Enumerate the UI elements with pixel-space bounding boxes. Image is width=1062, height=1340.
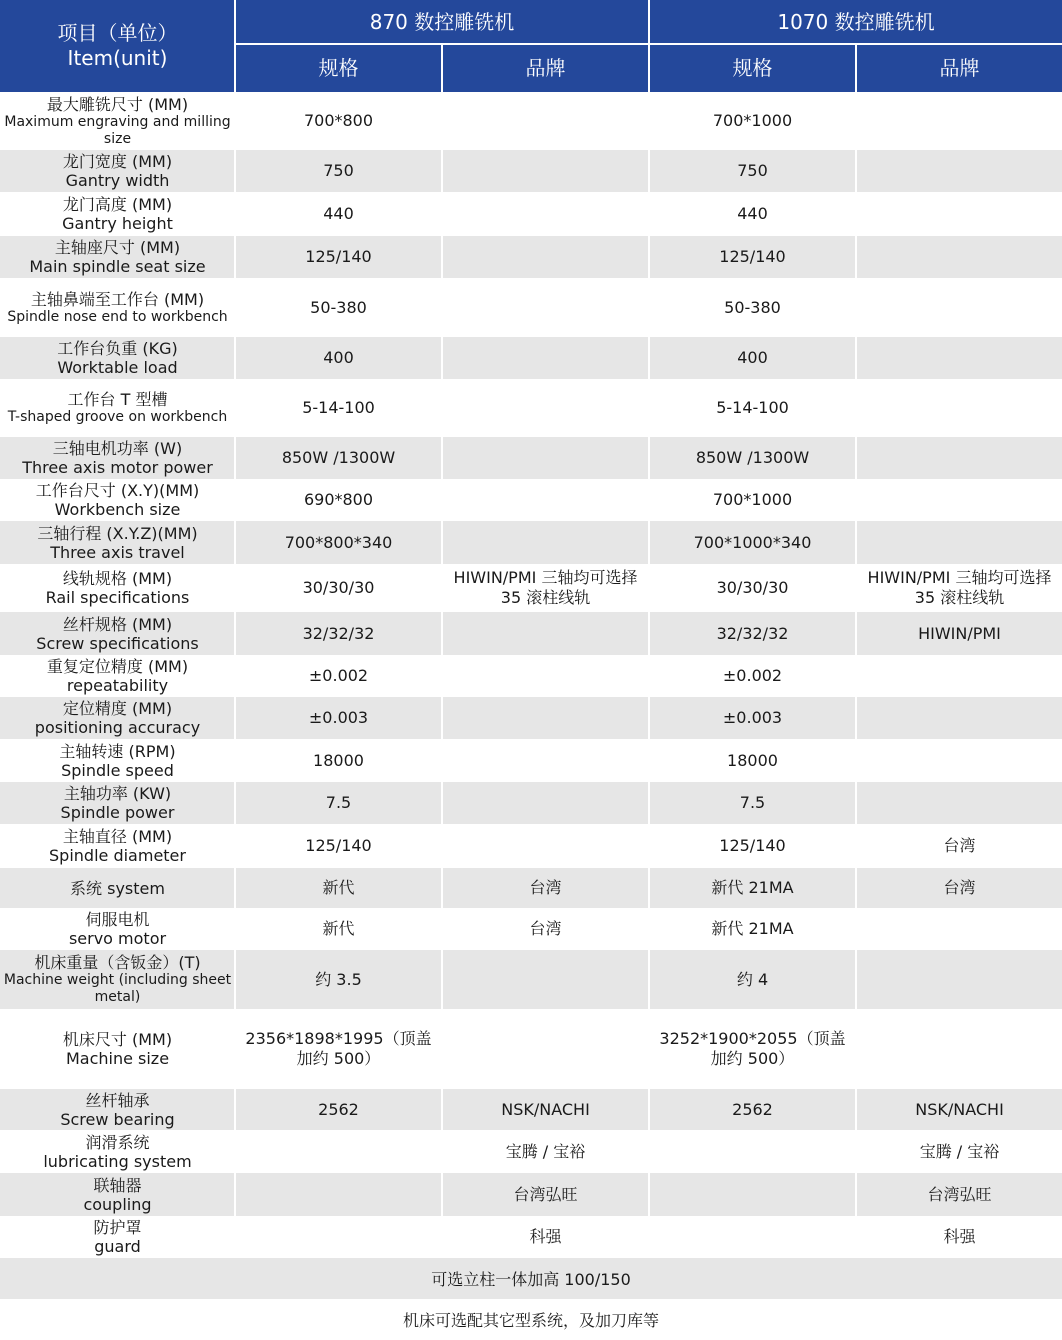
table-row [0, 908, 1062, 950]
item-name-en: Worktable load [57, 358, 178, 377]
table-row [0, 278, 1062, 337]
item-cell [0, 782, 235, 824]
b-brand-cell [857, 192, 1062, 236]
item-cell [0, 92, 235, 150]
a-brand-cell [443, 1009, 648, 1089]
b-brand-cell: 台湾弘旺 [927, 1184, 992, 1204]
column-divider [234, 92, 236, 1258]
item-name-zh: 主轴直径 (MM) [62, 827, 173, 846]
b-spec-cell [650, 1173, 855, 1216]
item-cell [0, 564, 235, 612]
a-spec-cell: 850W /1300W [281, 448, 396, 467]
item-name-en: Machine size [65, 1049, 170, 1068]
item-cell [0, 1216, 235, 1258]
b-spec-cell: 约 4 [736, 969, 769, 989]
a-brand-cell [443, 337, 648, 379]
b-spec-cell: 750 [737, 161, 768, 180]
b-spec-cell: 850W /1300W [695, 448, 810, 467]
b-brand-cell [857, 236, 1062, 278]
b-brand-cell: 台湾 [943, 836, 976, 855]
a-spec-cell: 5-14-100 [302, 398, 375, 417]
b-spec-cell: 2562 [732, 1099, 773, 1119]
b-brand-cell: NSK/NACHI [915, 1099, 1004, 1119]
table-row [0, 824, 1062, 868]
table-row [0, 697, 1062, 739]
b-spec-cell: 30/30/30 [716, 578, 789, 597]
item-cell [0, 479, 235, 521]
table-row [0, 150, 1062, 192]
a-brand-cell [443, 697, 648, 739]
a-brand-cell: 台湾 [529, 919, 562, 938]
item-name-zh: 系统 system [70, 878, 165, 898]
table-row [0, 1173, 1062, 1216]
item-name-en: coupling [83, 1194, 152, 1214]
a-brand-cell: 宝腾 / 宝裕 [505, 1141, 586, 1161]
header-item-en: Item(unit) [67, 46, 168, 70]
a-brand-cell [443, 192, 648, 236]
item-cell [0, 236, 235, 278]
b-spec-cell: ±0.003 [722, 708, 783, 727]
item-cell [0, 192, 235, 236]
b-brand-cell [857, 92, 1062, 150]
b-spec-cell: 3252*1900*2055（顶盖加约 500） [659, 1029, 846, 1068]
item-name-zh: 伺服电机 [85, 910, 150, 929]
item-name-zh: 主轴鼻端至工作台 (MM) [30, 289, 205, 309]
a-brand-cell [443, 236, 648, 278]
item-name-zh: 工作台尺寸 (X.Y)(MM) [35, 481, 200, 500]
item-cell [0, 824, 235, 868]
header-divider [236, 43, 1062, 45]
a-brand-cell [443, 379, 648, 437]
b-spec-cell [650, 1130, 855, 1173]
a-spec-cell: 125/140 [305, 836, 372, 855]
item-name-zh: 最大雕铣尺寸 (MM) [46, 94, 189, 114]
column-divider [855, 92, 857, 1258]
header-item-zh: 项目（单位） [57, 21, 178, 45]
a-brand-cell [443, 739, 648, 782]
b-brand-cell [857, 278, 1062, 337]
table-row [0, 521, 1062, 564]
b-spec-cell: 新代 21MA [711, 919, 794, 938]
item-cell [0, 697, 235, 739]
item-name-zh: 主轴转速 (RPM) [59, 741, 176, 761]
header-brand-a: 品牌 [525, 56, 566, 80]
b-spec-cell: 700*1000 [712, 490, 793, 509]
header-divider [855, 44, 857, 92]
column-divider [441, 92, 443, 1258]
column-divider [648, 92, 650, 1258]
item-name-zh: 丝杆规格 (MM) [62, 614, 173, 634]
table-row [0, 379, 1062, 437]
item-cell [0, 612, 235, 655]
item-cell [0, 1130, 235, 1173]
item-cell [0, 868, 235, 908]
b-spec-cell: 125/140 [719, 247, 786, 266]
a-spec-cell: 32/32/32 [302, 623, 375, 643]
item-name-zh: 主轴功率 (KW) [63, 784, 172, 803]
item-name-zh: 机床尺寸 (MM) [62, 1030, 173, 1049]
item-name-zh: 三轴行程 (X.Y.Z)(MM) [37, 523, 198, 543]
item-name-zh: 工作台 T 型槽 [67, 390, 168, 409]
b-brand-cell [857, 337, 1062, 379]
item-name-en: lubricating system [43, 1151, 192, 1171]
table-row [0, 655, 1062, 697]
header-model-b: 1070 数控雕铣机 [777, 9, 935, 34]
b-brand-cell: 科强 [943, 1227, 976, 1246]
item-name-en: Main spindle seat size [29, 257, 206, 276]
item-name-zh: 丝杆轴承 [85, 1090, 150, 1110]
b-brand-cell [857, 1009, 1062, 1089]
a-brand-cell [443, 278, 648, 337]
b-spec-cell: 700*1000 [712, 111, 793, 130]
a-brand-cell [443, 782, 648, 824]
a-spec-cell: 700*800 [303, 111, 374, 130]
b-spec-cell: 125/140 [719, 836, 786, 855]
item-cell [0, 150, 235, 192]
item-name-zh: 主轴座尺寸 (MM) [54, 238, 181, 257]
item-cell [0, 1009, 235, 1089]
item-name-en: repeatability [66, 676, 169, 695]
b-brand-cell: HIWIN/PMI 三轴均可选择 35 滚柱线轨 [867, 568, 1052, 607]
table-row [0, 192, 1062, 236]
item-name-en: guard [94, 1237, 141, 1256]
item-name-en: T-shaped groove on workbench [7, 409, 228, 425]
header-model-a: 870 数控雕铣机 [369, 9, 515, 34]
item-name-zh: 防护罩 [93, 1218, 142, 1237]
table-header [0, 0, 1062, 92]
a-brand-cell [443, 150, 648, 192]
item-name-zh: 龙门高度 (MM) [62, 195, 173, 214]
item-name-en: Screw specifications [36, 633, 199, 653]
item-name-en: Maximum engraving and milling size [4, 113, 231, 147]
item-cell [0, 655, 235, 697]
table-row [0, 1009, 1062, 1089]
b-spec-cell: 18000 [727, 750, 778, 770]
item-name-en: Gantry width [65, 171, 170, 190]
table-row [0, 236, 1062, 278]
footer-note-2: 机床可选配其它型系统，及加刀库等 [402, 1311, 659, 1330]
b-brand-cell [857, 697, 1062, 739]
item-name-en: Spindle diameter [49, 846, 186, 865]
item-name-zh: 三轴电机功率 (W) [52, 439, 183, 458]
a-brand-cell [443, 92, 648, 150]
item-name-en: Screw bearing [60, 1109, 175, 1129]
item-name-zh: 线轨规格 (MM) [62, 569, 173, 588]
a-spec-cell: 400 [323, 348, 354, 367]
item-name-zh: 机床重量（含钣金）(T) [34, 953, 201, 972]
b-brand-cell: 宝腾 / 宝裕 [919, 1141, 1000, 1161]
b-spec-cell: ±0.002 [722, 666, 783, 685]
table-row [0, 1130, 1062, 1173]
item-name-en: Three axis travel [50, 542, 185, 562]
table-row [0, 92, 1062, 150]
a-brand-cell: 台湾弘旺 [513, 1184, 578, 1204]
table-row [0, 782, 1062, 824]
a-brand-cell: 科强 [529, 1227, 562, 1246]
a-spec-cell: 18000 [313, 750, 364, 770]
item-cell [0, 908, 235, 950]
item-cell [0, 739, 235, 782]
b-brand-cell [857, 150, 1062, 192]
item-name-zh: 润滑系统 [85, 1132, 150, 1152]
a-brand-cell [443, 521, 648, 564]
a-brand-cell [443, 612, 648, 655]
a-brand-cell: 台湾 [529, 878, 562, 897]
a-spec-cell [236, 1173, 441, 1216]
header-divider [441, 44, 443, 92]
item-name-en: Spindle nose end to workbench [7, 308, 228, 325]
item-name-en: Rail specifications [45, 588, 190, 607]
b-brand-cell [857, 655, 1062, 697]
b-brand-cell: HIWIN/PMI [918, 623, 1001, 643]
table-row [0, 868, 1062, 908]
table-row [0, 337, 1062, 379]
item-cell [0, 1173, 235, 1216]
b-spec-cell: 5-14-100 [716, 398, 789, 417]
item-name-zh: 龙门宽度 (MM) [62, 152, 173, 171]
a-brand-cell [443, 950, 648, 1009]
b-brand-cell: 台湾 [943, 878, 976, 897]
a-spec-cell: 750 [323, 161, 354, 180]
b-spec-cell: 700*1000*340 [693, 532, 812, 552]
header-spec-a: 规格 [318, 56, 359, 80]
b-spec-cell: 50-380 [724, 297, 781, 317]
item-name-en: Three axis motor power [22, 458, 213, 477]
item-cell [0, 379, 235, 437]
table-row [0, 739, 1062, 782]
b-brand-cell [857, 739, 1062, 782]
item-cell [0, 1089, 235, 1130]
table-row [0, 1089, 1062, 1130]
b-brand-cell [857, 782, 1062, 824]
item-name-en: servo motor [68, 929, 167, 948]
b-spec-cell: 新代 21MA [711, 878, 794, 897]
a-spec-cell [236, 1216, 441, 1258]
footer-note-1: 可选立柱一体加高 100/150 [0, 1258, 1062, 1299]
table-row [0, 612, 1062, 655]
a-spec-cell: 新代 [322, 878, 355, 897]
item-name-en: positioning accuracy [34, 718, 201, 737]
a-spec-cell: 690*800 [303, 490, 374, 509]
a-spec-cell: 约 3.5 [315, 969, 362, 989]
b-spec-cell [650, 1216, 855, 1258]
b-spec-cell: 440 [737, 204, 768, 223]
table-row [0, 950, 1062, 1009]
a-brand-cell [443, 655, 648, 697]
a-spec-cell [236, 1130, 441, 1173]
a-spec-cell: 125/140 [305, 247, 372, 266]
item-name-en: Gantry height [62, 214, 173, 233]
a-spec-cell: 30/30/30 [302, 578, 375, 597]
a-spec-cell: 2562 [318, 1099, 359, 1119]
header-brand-b: 品牌 [939, 56, 980, 80]
item-name-en: Workbench size [54, 500, 181, 519]
a-spec-cell: 50-380 [310, 297, 367, 317]
b-brand-cell [857, 950, 1062, 1009]
a-brand-cell: HIWIN/PMI 三轴均可选择 35 滚柱线轨 [453, 568, 638, 607]
header-item-cell [0, 0, 235, 92]
item-name-zh: 工作台负重 (KG) [57, 339, 178, 358]
a-brand-cell [443, 479, 648, 521]
b-brand-cell [857, 479, 1062, 521]
item-name-zh: 联轴器 [93, 1175, 142, 1195]
item-cell [0, 278, 235, 337]
a-spec-cell: 440 [323, 204, 354, 223]
table-row [0, 437, 1062, 479]
table-row [0, 1216, 1062, 1258]
b-brand-cell [857, 437, 1062, 479]
item-cell [0, 521, 235, 564]
b-spec-cell: 7.5 [739, 793, 766, 812]
header-spec-b: 规格 [732, 56, 773, 80]
a-spec-cell: 700*800*340 [284, 532, 393, 552]
item-name-en: Spindle power [60, 803, 175, 822]
item-cell [0, 337, 235, 379]
a-spec-cell: ±0.003 [308, 708, 369, 727]
b-brand-cell [857, 521, 1062, 564]
a-spec-cell: ±0.002 [308, 666, 369, 685]
b-brand-cell [857, 908, 1062, 950]
item-name-zh: 重复定位精度 (MM) [46, 657, 189, 676]
header-divider [234, 0, 236, 92]
header-divider [648, 0, 650, 92]
item-name-zh: 定位精度 (MM) [62, 699, 173, 718]
a-brand-cell [443, 824, 648, 868]
item-cell [0, 437, 235, 479]
a-spec-cell: 2356*1898*1995（顶盖加约 500） [245, 1029, 432, 1068]
a-spec-cell: 新代 [322, 919, 355, 938]
a-brand-cell [443, 437, 648, 479]
table-row [0, 564, 1062, 612]
a-brand-cell: NSK/NACHI [501, 1099, 590, 1119]
b-brand-cell [857, 379, 1062, 437]
item-name-en: Spindle speed [61, 760, 174, 780]
table-row [0, 479, 1062, 521]
a-spec-cell: 7.5 [325, 793, 352, 812]
item-name-en: Machine weight (including sheet metal) [3, 972, 232, 1005]
b-spec-cell: 32/32/32 [716, 623, 789, 643]
b-spec-cell: 400 [737, 348, 768, 367]
item-cell [0, 950, 235, 1009]
